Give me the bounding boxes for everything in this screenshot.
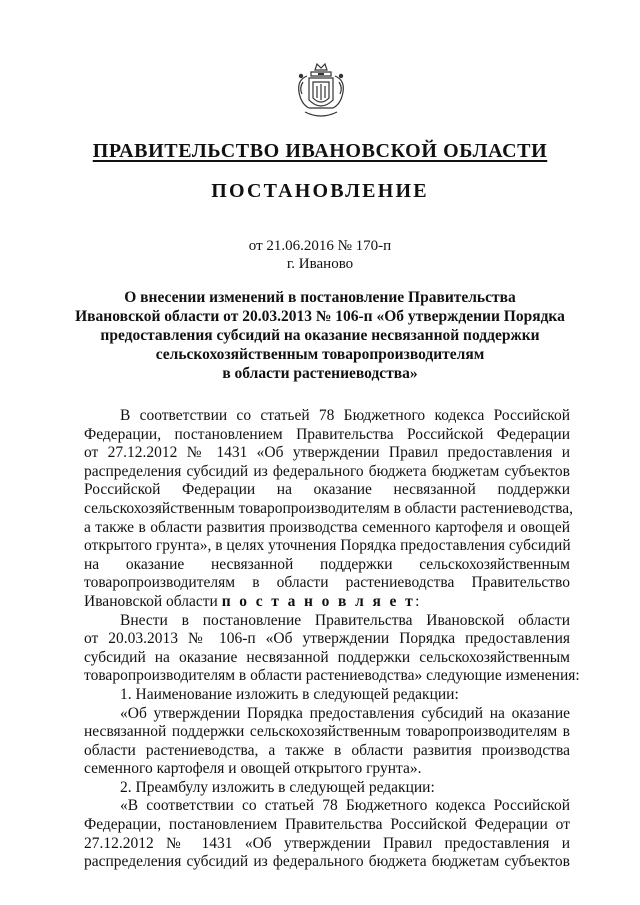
body-line-resolve	[84, 593, 570, 612]
body-text: Ивановской области	[84, 592, 218, 610]
body-line: семенного картофеля и овощей открытого грунта».	[84, 760, 422, 778]
colon: :	[415, 592, 420, 610]
body-line: товаропроизводителям в области растениеводства Правительство	[84, 574, 570, 592]
body-line: Федерации, постановлением Правительства Российской Федерации	[84, 425, 570, 443]
title-line: в области растениеводства»	[222, 365, 418, 382]
body-line: 2. Преамбулу изложить в следующей редакции:	[120, 778, 435, 796]
body-line: от 20.03.2013 № 106-п «Об утверждении Порядка предоставления	[84, 630, 570, 648]
body-line: Федерации, постановлением Правительства Российской Федерации от	[84, 816, 570, 834]
document-body	[84, 407, 580, 872]
body-line: открытого грунта», в целях уточнения Порядка предоставления субсидий	[84, 537, 571, 555]
document-title	[60, 288, 580, 383]
body-line: субсидий на оказание несвязанной поддержки сельскохозяйственным	[84, 648, 570, 666]
body-line: 1. Наименование изложить в следующей редакции:	[120, 685, 459, 703]
body-line: В соответствии со статьей 78 Бюджетного кодекса Российской	[120, 407, 570, 424]
body-line: сельскохозяйственным товаропроизводителям в области растениеводства,	[84, 499, 574, 517]
body-line: Внести в постановление Правительства Ивановской области	[120, 611, 570, 629]
body-line: от 27.12.2012 № 1431 «Об утверждении Правил предоставления и	[84, 444, 570, 462]
title-line: Ивановской области от 20.03.2013 № 106-п «Об утверждении Порядка	[75, 308, 565, 325]
body-line: несвязанной поддержки сельскохозяйственным товаропроизводителям в	[84, 723, 570, 741]
resolve-keyword: п о с т а н о в л я е т	[221, 592, 416, 610]
body-line: на оказание несвязанной поддержки сельскохозяйственным	[84, 555, 570, 573]
body-line: товаропроизводителям в области растениеводства» следующие изменения:	[84, 667, 580, 685]
title-line: сельскохозяйственным товаропроизводителям	[155, 346, 485, 363]
title-line: предоставления субсидий на оказание несвязанной поддержки	[100, 327, 540, 344]
body-line: области растениеводства, а также в области развития производства	[84, 741, 570, 759]
body-line: 27.12.2012 № 1431 «Об утверждении Правил предоставления и	[84, 834, 570, 852]
organization-name: ПРАВИТЕЛЬСТВО ИВАНОВСКОЙ ОБЛАСТИ	[92, 140, 548, 162]
date-and-number: от 21.06.2016 № 170-п	[248, 238, 392, 254]
body-line: «В соответствии со статьей 78 Бюджетного кодекса Российской	[120, 797, 570, 815]
body-line: распределения субсидий из федерального бюджета бюджетам субъектов	[84, 462, 570, 480]
body-line: «Об утверждении Порядка предоставления субсидий на оказание	[120, 704, 570, 722]
document-type: ПОСТАНОВЛЕНИЕ	[211, 180, 429, 202]
body-line: Российской Федерации на оказание несвязанной поддержки	[84, 481, 570, 499]
coat-of-arms-icon	[293, 62, 349, 120]
city: г. Иваново	[286, 256, 354, 272]
body-line: распределения субсидий из федерального бюджета бюджетам субъектов	[84, 853, 570, 871]
title-line: О внесении изменений в постановление Правительства	[124, 289, 516, 306]
body-line: а также в области развития производства семенного картофеля и овощей	[84, 518, 570, 536]
